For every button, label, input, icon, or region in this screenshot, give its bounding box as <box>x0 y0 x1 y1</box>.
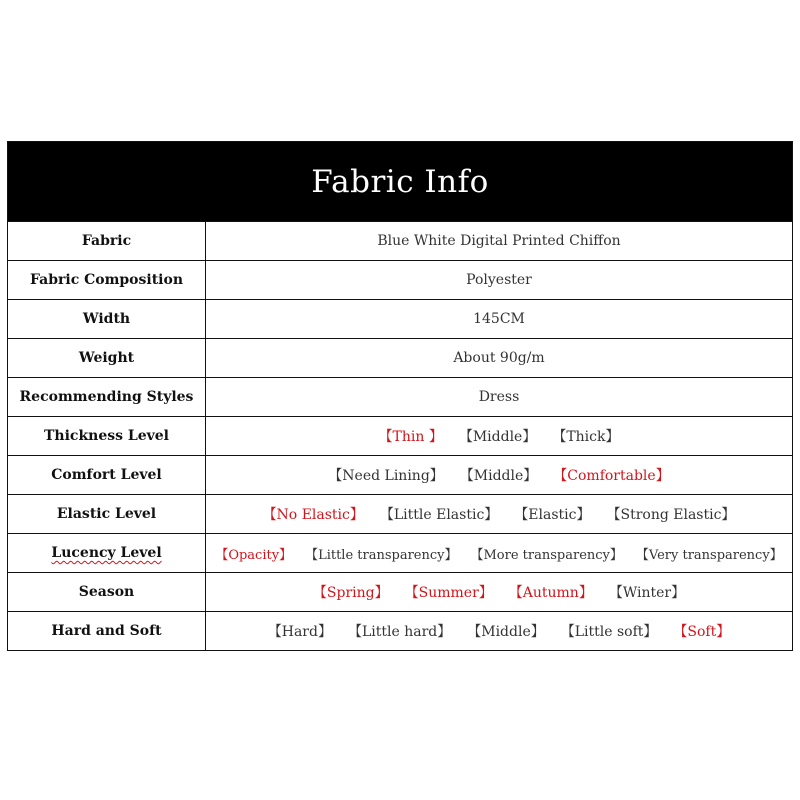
option-selected: 【Comfortable】 <box>553 468 670 484</box>
table-row <box>8 495 792 534</box>
option: 【Need Lining】 <box>328 468 444 484</box>
table-row <box>8 339 792 378</box>
option-selected: 【Summer】 <box>404 585 493 601</box>
row-value-text: Blue White Digital Printed Chiffon <box>377 233 621 249</box>
table-row <box>8 573 792 612</box>
option: 【Strong Elastic】 <box>606 507 736 523</box>
option: 【Middle】 <box>459 468 538 484</box>
table-row <box>8 534 792 573</box>
row-label <box>8 534 206 573</box>
row-label <box>8 339 206 378</box>
option-selected: 【Opacity】 <box>215 547 293 563</box>
table-row <box>8 417 792 456</box>
option: 【Little hard】 <box>347 624 452 640</box>
table-row <box>8 300 792 339</box>
row-label-text: Comfort Level <box>51 467 162 483</box>
option-selected: 【No Elastic】 <box>262 507 364 523</box>
row-label <box>8 456 206 495</box>
spec-table <box>8 221 792 650</box>
option: 【More transparency】 <box>470 547 623 563</box>
row-label-text: Season <box>78 584 135 600</box>
table-row <box>8 222 792 261</box>
row-value-text: About 90g/m <box>453 350 545 366</box>
row-value <box>206 573 793 612</box>
row-label-text: Recommending Styles <box>19 389 194 405</box>
option: 【Little soft】 <box>560 624 658 640</box>
row-label-text: Fabric <box>81 233 132 249</box>
option: 【Middle】 <box>467 624 545 640</box>
table-row <box>8 378 792 417</box>
row-label-text: Elastic Level <box>56 506 157 522</box>
row-label-text: Thickness Level <box>44 428 169 444</box>
row-label <box>8 378 206 417</box>
row-value <box>206 222 793 261</box>
table-row <box>8 456 792 495</box>
row-value <box>206 456 793 495</box>
option-selected: 【Thin 】 <box>378 429 443 445</box>
row-label <box>8 573 206 612</box>
row-value <box>206 612 793 651</box>
row-label-text: Lucency Level <box>51 545 162 561</box>
row-label-text: Fabric Composition <box>29 272 184 288</box>
option: 【Middle】 <box>458 429 537 445</box>
row-label <box>8 495 206 534</box>
row-label-text: Hard and Soft <box>51 623 162 639</box>
row-value <box>206 534 793 573</box>
option-selected: 【Spring】 <box>312 585 389 601</box>
row-value <box>206 300 793 339</box>
page-title: Fabric Info <box>8 142 792 221</box>
row-value <box>206 417 793 456</box>
option: 【Thick】 <box>552 429 620 445</box>
row-value <box>206 378 793 417</box>
option: 【Elastic】 <box>514 507 591 523</box>
option: 【Very transparency】 <box>635 547 783 563</box>
row-label <box>8 417 206 456</box>
row-label <box>8 612 206 651</box>
row-value-text: Dress <box>478 389 520 405</box>
option-selected: 【Soft】 <box>673 624 731 640</box>
table-row <box>8 612 792 651</box>
row-value <box>206 495 793 534</box>
table-row <box>8 261 792 300</box>
option-selected: 【Autumn】 <box>508 585 593 601</box>
option: 【Little transparency】 <box>305 547 458 563</box>
row-label <box>8 261 206 300</box>
row-label <box>8 222 206 261</box>
row-label <box>8 300 206 339</box>
option: 【Little Elastic】 <box>379 507 499 523</box>
row-value-text: 145CM <box>473 311 525 327</box>
option: 【Hard】 <box>267 624 332 640</box>
row-label-text: Width <box>82 311 131 327</box>
row-value <box>206 339 793 378</box>
fabric-info-table <box>7 141 793 651</box>
option: 【Winter】 <box>608 585 686 601</box>
row-value <box>206 261 793 300</box>
row-label-text: Weight <box>78 350 135 366</box>
row-value-text: Polyester <box>466 272 532 288</box>
